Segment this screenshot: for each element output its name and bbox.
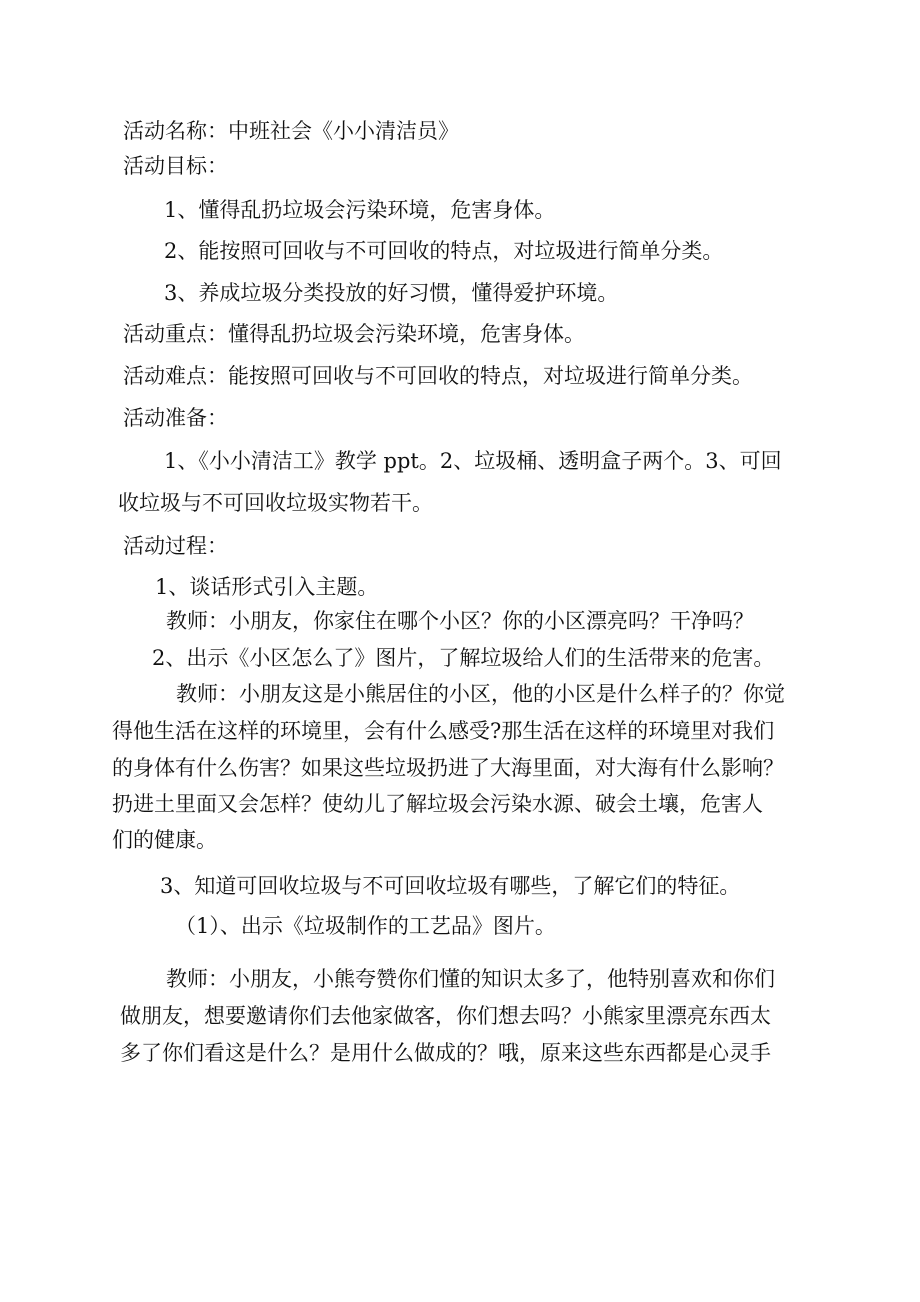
- process-step-1-teacher: 教师：小朋友，你家住在哪个小区？你的小区漂亮吗？干净吗？: [166, 609, 754, 633]
- process-step-3-sub-1: （1）、出示《垃圾制作的工艺品》图片。: [175, 914, 556, 938]
- objectives-heading: 活动目标：: [123, 154, 228, 178]
- objective-item: 2、能按照可回收与不可回收的特点，对垃圾进行简单分类。: [164, 239, 724, 263]
- step-2-teacher-line: 扔进土里面又会怎样？使幼儿了解垃圾会污染水源、破会土壤，危害人: [112, 792, 763, 816]
- step-2-teacher-line: 得他生活在这样的环境里，会有什么感受?那生活在这样的环境里对我们: [112, 719, 775, 743]
- process-step-2: 2、出示《小区怎么了》图片，了解垃圾给人们的生活带来的危害。: [152, 646, 775, 670]
- difficulty: 活动难点：能按照可回收与不可回收的特点，对垃圾进行简单分类。: [123, 364, 753, 388]
- preparation-line: 1、《小小清洁工》教学 ppt。2、垃圾桶、透明盒子两个。3、可回: [164, 449, 782, 473]
- step-3-teacher-line: 做朋友，想要邀请你们去他家做客，你们想去吗？小熊家里漂亮东西太: [120, 1004, 771, 1028]
- preparation-heading: 活动准备：: [123, 406, 228, 430]
- step-2-teacher-line: 教师：小朋友这是小熊居住的小区，他的小区是什么样子的？你觉: [176, 682, 785, 706]
- activity-name: 活动名称：中班社会《小小清洁员》: [123, 119, 459, 143]
- key-point: 活动重点：懂得乱扔垃圾会污染环境，危害身体。: [123, 322, 585, 346]
- process-heading: 活动过程：: [123, 534, 228, 558]
- objective-item: 3、养成垃圾分类投放的好习惯，懂得爱护环境。: [164, 281, 619, 305]
- step-2-teacher-line: 的身体有什么伤害？如果这些垃圾扔进了大海里面，对大海有什么影响？: [112, 756, 784, 780]
- step-3-teacher-line: 教师：小朋友，小熊夸赞你们懂的知识太多了，他特别喜欢和你们: [166, 967, 775, 991]
- step-2-teacher-line: 们的健康。: [112, 828, 217, 852]
- process-step-1: 1、谈话形式引入主题。: [155, 575, 379, 599]
- process-step-3: 3、知道可回收垃圾与不可回收垃圾有哪些，了解它们的特征。: [160, 874, 741, 898]
- step-3-teacher-line: 多了你们看这是什么？是用什么做成的？哦，原来这些东西都是心灵手: [120, 1041, 771, 1065]
- objective-item: 1、懂得乱扔垃圾会污染环境，危害身体。: [164, 198, 556, 222]
- preparation-line: 收垃圾与不可回收垃圾实物若干。: [118, 491, 433, 515]
